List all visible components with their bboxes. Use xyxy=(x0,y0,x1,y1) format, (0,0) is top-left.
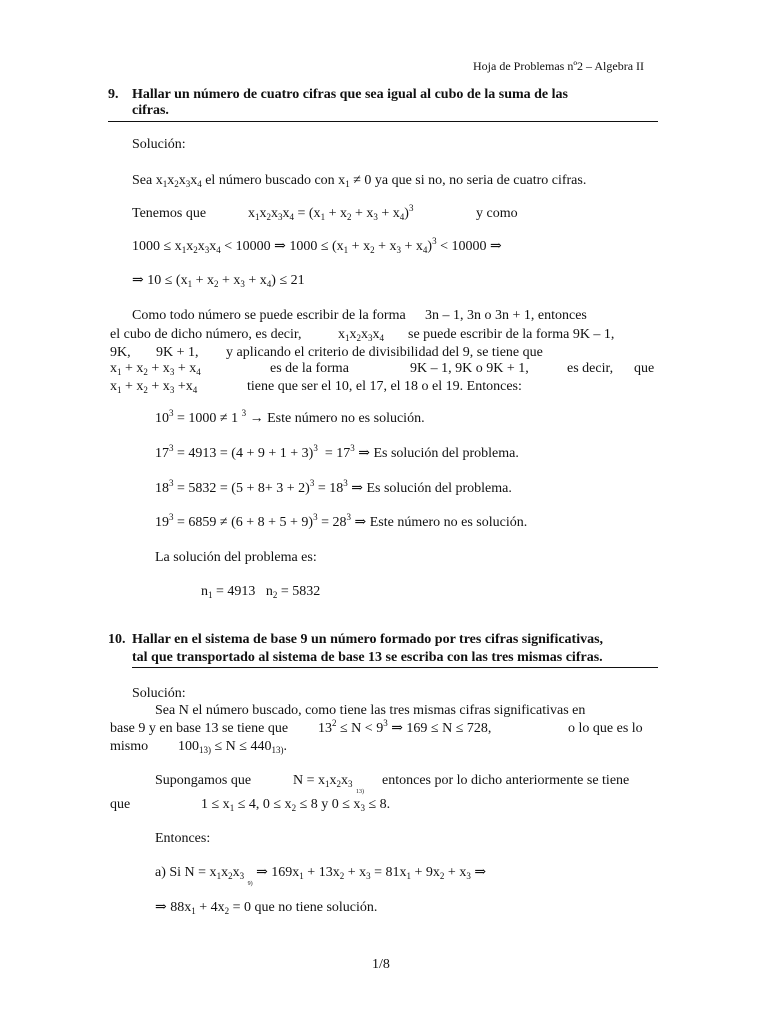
case-17: $17^3 = 4913 = (4 + 9 + 1 + 3)^3 = 17^3$ ⇒ Es solución del problema. xyxy=(155,443,519,461)
problem-10-solution-label: Solución: xyxy=(132,686,186,701)
problem-9-solution-label: Solución: xyxy=(132,137,186,152)
para-line5-expr: $x_1 + x_2 + x_3 +x_4$ xyxy=(110,379,198,395)
problem-10-number: 10. xyxy=(108,632,126,647)
y-como: y como xyxy=(476,206,518,221)
solution-values: $n_1 = 4913$ $n_2 = 5832$ xyxy=(201,584,321,600)
para-line1-a: Como todo número se puede escribir de la forma xyxy=(132,308,406,323)
para-line3-b: 9K + 1, xyxy=(156,345,199,360)
problem-9-number: 9. xyxy=(108,87,119,102)
para-line2-a: el cubo de dicho número, es decir, xyxy=(110,327,302,342)
para-line3-a: 9K, xyxy=(110,345,131,360)
problem-9-title-line2: cifras. xyxy=(132,103,169,118)
problem-10-line1: Sea N el número buscado, como tiene las tres mismas cifras significativas en xyxy=(155,703,586,718)
supongamos-a: Supongamos que xyxy=(155,773,252,788)
tenemos-label: Tenemos que xyxy=(132,206,207,221)
entonces-label: Entonces: xyxy=(155,831,211,846)
case-10: $10^3 = 1000 \ne 1$ $^3$ → Este número no es solución. xyxy=(155,408,425,426)
para-line3-c: y aplicando el criterio de divisibilidad del 9, se tiene que xyxy=(226,345,543,360)
running-header: Hoja de Problemas nº2 – Algebra II xyxy=(473,59,645,73)
para-line2-b: se puede escribir de la forma 9K – 1, xyxy=(408,327,615,342)
para-line4-d: que xyxy=(634,361,655,376)
para-line4-c: es decir, xyxy=(567,361,614,376)
que-label: que xyxy=(110,797,131,812)
problem-10-title-line2: tal que transportado al sistema de base 13 se escriba con las tres mismas cifras. xyxy=(132,650,603,665)
problem-10-line3-a: mismo xyxy=(110,739,149,754)
problem-10-line2-d: o lo que es lo xyxy=(568,721,643,736)
conclusion-label: La solución del problema es: xyxy=(155,550,317,565)
problem-9-statement: Sea $x_1x_2x_3x_4$ el número buscado con $x_1 \ne 0$ ya que si no, no seria de cuatro cifras. xyxy=(132,173,587,189)
case-a-conclusion: ⇒ $88x_1 + 4x_2 = 0$ que no tiene solución. xyxy=(155,900,378,916)
para-line4-expr: $x_1 + x_2 + x_3 + x_4$ xyxy=(110,361,201,377)
para-line2-expr: $x_1x_2x_3x_4$ xyxy=(338,327,384,343)
case-18: $18^3 = 5832 = (5 + 8+ 3 + 2)^3 = 18^3$ ⇒ Es solución del problema. xyxy=(155,478,512,496)
case-a-line: a) Si $N = x_1x_2x_3$ $_{9)}$ ⇒ $169x_1 + 13x_2 + x_3 = 81x_1 + 9x_2 + x_3$ ⇒ xyxy=(155,865,487,887)
inequality-1: $1000 \le x_1x_2x_3x_4 < 10000$ ⇒ $1000 \le (x_1 + x_2 + x_3 + x_4)^3 < 10000$ ⇒ xyxy=(132,236,502,255)
problem-10-line2-expr: $13^2 \le N < 9^3$ ⇒ 169 ≤ N ≤ 728, xyxy=(318,718,492,736)
problem-10-title-line1: Hallar en el sistema de base 9 un número formado por tres cifras significativas, xyxy=(132,632,604,647)
problem-9-title-line1: Hallar un número de cuatro cifras que sea igual al cubo de la suma de las xyxy=(132,87,568,102)
supongamos-expr: $N = x_1x_2x_3$ $_{13)}$ xyxy=(293,773,365,795)
para-line4-a: es de la forma xyxy=(270,361,349,376)
inequality-2: ⇒ $10 \le (x_1 + x_2 + x_3 + x_4) \le 21$ xyxy=(132,273,305,289)
supongamos-b: entonces por lo dicho anteriormente se tiene xyxy=(382,773,630,788)
para-line1-b: 3n – 1, 3n o 3n + 1, entonces xyxy=(425,308,587,323)
page-number: 1/8 xyxy=(372,957,390,972)
problem-10-rule xyxy=(132,667,658,668)
para-line4-b: 9K – 1, 9K o 9K + 1, xyxy=(410,361,529,376)
case-19: $19^3 = 6859 \ne (6 + 8 + 5 + 9)^3 = 28^3$ ⇒ Este número no es solución. xyxy=(155,512,528,530)
cube-equation: $x_1x_2x_3x_4 = (x_1 + x_2 + x_3 + x_4)^3$ xyxy=(248,203,414,222)
para-line5: tiene que ser el 10, el 17, el 18 o el 19. Entonces: xyxy=(247,379,522,394)
problem-10-line3-expr: $100_{13)} \le N \le 440_{13)}$. xyxy=(178,739,287,755)
digit-bounds: $1 \le x_1 \le 4$, $0 \le x_2 \le 8$ y $0 \le x_3 \le 8$. xyxy=(201,797,391,813)
problem-9-rule xyxy=(108,121,658,122)
problem-10-line2-a: base 9 y en base 13 se tiene que xyxy=(110,721,289,736)
